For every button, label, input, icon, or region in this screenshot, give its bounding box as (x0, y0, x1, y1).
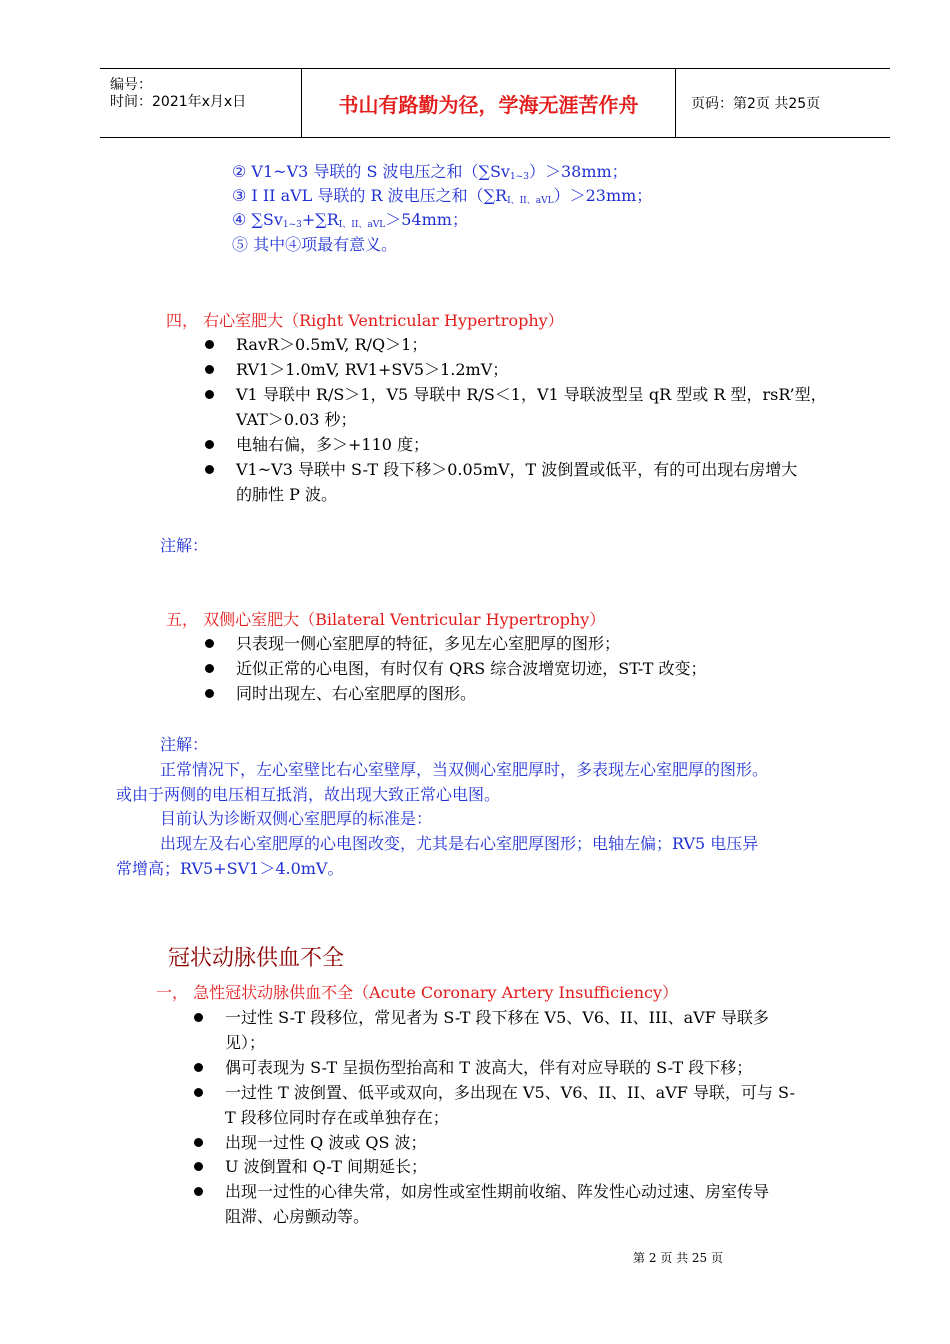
section5-note-line-4: 出现左及右心室肥厚的心电图改变，尤其是右心室肥厚图形；电轴左偏；RV5 电压异 (160, 834, 759, 853)
bullet-dot (205, 340, 214, 349)
bullet-dot (205, 639, 214, 648)
bullet-dot (205, 440, 214, 449)
coronary-bullet-1: 一过性 S-T 段移位，常见者为 S-T 段下移在 V5、V6、II、III、aVF 导联多 (225, 1008, 769, 1027)
section4-bullet-1: RavR＞0.5mV, R/Q＞1； (236, 335, 428, 354)
lvh-criterion-5: ⑤ 其中④项最有意义。 (232, 235, 398, 254)
criterion-3-sub: I、II、aVL (507, 196, 554, 206)
bullet-dot (205, 664, 214, 673)
coronary-subtitle: 一， 急性冠状动脉供血不全（Acute Coronary Artery Insufficiency） (156, 983, 679, 1002)
section5-bullet-3: 同时出现左、右心室肥厚的图形。 (236, 684, 477, 703)
criterion-2-prefix: ② V1~V3 导联的 S 波电压之和（∑Sv (232, 162, 510, 181)
section5-note-line-2: 或由于两侧的电压相互抵消，故出现大致正常心电图。 (116, 785, 501, 804)
section4-title: 四， 右心室肥大（Right Ventricular Hypertrophy） (166, 311, 564, 330)
section5-note-line-5: 常增高；RV5+SV1＞4.0mV。 (116, 859, 344, 878)
bullet-dot (205, 465, 214, 474)
section4-bullet-3: V1 导联中 R/S＞1，V5 导联中 R/S＜1，V1 导联波型呈 qR 型或 R 型，rsR’型， (236, 385, 827, 404)
page-info-text: 页码：第2页 共25页 (691, 96, 821, 112)
criterion-4-sub2: I、II、aVL (338, 220, 386, 230)
bullet-dot (194, 1138, 203, 1147)
section4-note-label: 注解： (160, 536, 209, 555)
coronary-bullet-6-cont: 阻滞、心房颤动等。 (225, 1207, 370, 1226)
criterion-2-suffix: ）＞38mm； (528, 162, 628, 181)
lvh-criterion-3 (232, 186, 652, 211)
lvh-criterion-2 (232, 162, 628, 187)
section5-title: 五， 双侧心室肥大（Bilateral Ventricular Hypertrophy） (166, 610, 606, 629)
section5-note-line-1: 正常情况下，左心室壁比右心室壁厚，当双侧心室肥厚时，多表现左心室肥厚的图形。 (160, 760, 769, 779)
criterion-3-suffix: ）＞23mm； (553, 186, 653, 205)
header-motto: 书山有路勤为径，学海无涯苦作舟 (301, 69, 676, 137)
criterion-2-sub: 1~3 (509, 172, 529, 182)
bullet-dot (194, 1162, 203, 1171)
criterion-4-suffix: ＞54mm； (385, 210, 468, 229)
page-footer: 第 2 页 共 25 页 (633, 1251, 723, 1265)
coronary-bullet-5: U 波倒置和 Q-T 间期延长； (225, 1157, 427, 1176)
coronary-heading: 冠状动脉供血不全 (168, 946, 345, 971)
bullet-dot (194, 1088, 203, 1097)
section5-bullet-2: 近似正常的心电图，有时仅有 QRS 综合波增宽切迹，ST-T 改变； (236, 659, 707, 678)
bullet-dot (205, 390, 214, 399)
header-page-info (683, 69, 890, 137)
lvh-criterion-4 (232, 210, 468, 235)
coronary-bullet-6: 出现一过性的心律失常，如房性或室性期前收缩、阵发性心动过速、房室传导 (225, 1182, 770, 1201)
coronary-bullet-4: 出现一过性 Q 波或 QS 波； (225, 1133, 427, 1152)
section4-bullet-2: RV1＞1.0mV, RV1+SV5＞1.2mV； (236, 360, 509, 379)
section4-bullet-5: V1~V3 导联中 S-T 段下移＞0.05mV，T 波倒置或低平，有的可出现右房增大 (236, 460, 798, 479)
coronary-bullet-2: 偶可表现为 S-T 呈损伤型抬高和 T 波高大，伴有对应导联的 S-T 段下移； (225, 1058, 753, 1077)
time-label: 时间：2021年x月x日 (110, 94, 247, 110)
bullet-dot (194, 1063, 203, 1072)
section5-note-line-3: 目前认为诊断双侧心室肥厚的标准是： (160, 809, 433, 828)
bullet-dot (205, 689, 214, 698)
number-label: 编号： (110, 77, 152, 93)
criterion-4-sub1: 1~3 (282, 220, 302, 230)
section4-bullet-5-cont: 的肺性 P 波。 (236, 485, 337, 504)
criterion-4-mid: +∑R (301, 210, 339, 229)
bullet-dot (205, 365, 214, 374)
coronary-bullet-1-cont: 见）； (225, 1033, 266, 1052)
bullet-dot (194, 1187, 203, 1196)
header-meta (100, 69, 300, 137)
section5-bullet-1: 只表现一侧心室肥厚的特征，多见左心室肥厚的图形； (236, 634, 621, 653)
coronary-bullet-3: 一过性 T 波倒置、低平或双向，多出现在 V5、V6、II、II、aVF 导联，可与 S- (225, 1083, 796, 1102)
criterion-3-prefix: ③ I II aVL 导联的 R 波电压之和（∑R (232, 186, 508, 205)
page-header (100, 68, 890, 138)
section4-bullet-3-cont: VAT＞0.03 秒； (236, 410, 357, 429)
section5-note-label: 注解： (160, 735, 209, 754)
criterion-4-prefix: ④ ∑Sv (232, 210, 283, 229)
bullet-dot (194, 1013, 203, 1022)
coronary-bullet-3-cont: T 段移位同时存在或单独存在； (225, 1108, 449, 1127)
section4-bullet-4: 电轴右偏，多＞+110 度； (236, 435, 430, 454)
